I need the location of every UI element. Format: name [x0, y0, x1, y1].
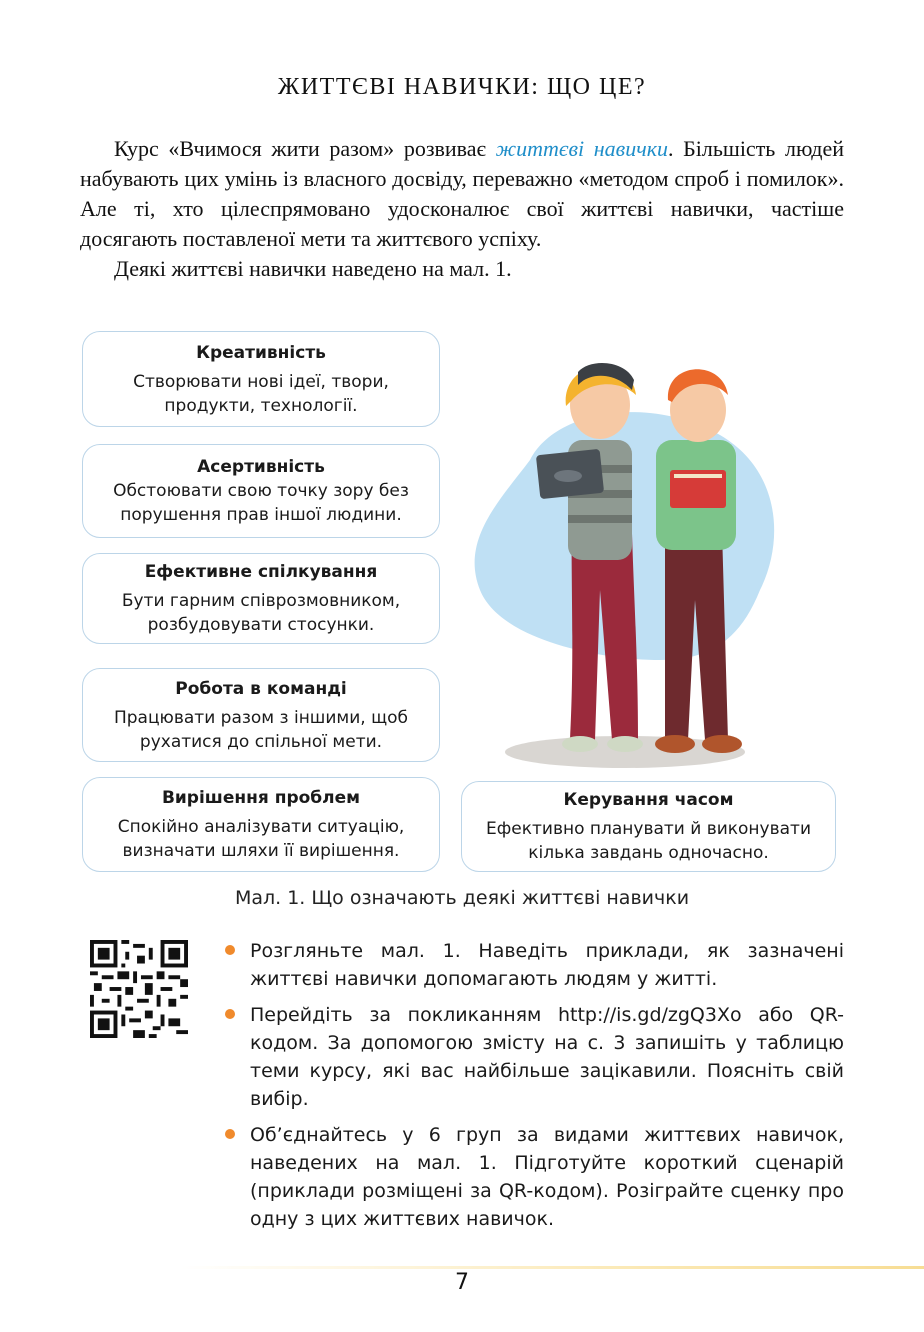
intro-paragraph-1 — [80, 134, 844, 254]
two-students-illustration — [460, 340, 790, 780]
skill-description: Спокійно аналізувати ситуацію, визначати шляхи її вирішення. — [117, 817, 405, 861]
bullet-icon — [225, 1009, 235, 1019]
skill-title: Ефективне спілкування — [144, 562, 378, 582]
task-text: Розгляньте мал. 1. Наведіть приклади, як зазначені життєві навички допомагають людям у житті. — [250, 940, 844, 990]
qr-code-icon[interactable] — [90, 940, 188, 1038]
intro-text-part: Курс «Вчимося жити разом» розвиває — [114, 136, 496, 161]
list-item — [250, 1121, 844, 1233]
skill-description: Обстоювати свою точку зору без порушення прав іншої людини. — [113, 481, 409, 525]
list-item — [250, 1001, 844, 1113]
task-list — [250, 937, 844, 1241]
skill-description: Працювати разом з іншими, щоб рухатися до спільної мети. — [113, 707, 408, 752]
skill-card-time-management — [461, 781, 836, 872]
intro-paragraph-2: Деякі життєві навички наведено на мал. 1. — [114, 256, 512, 281]
skill-card-creativity — [82, 331, 440, 427]
skill-title: Креативність — [196, 342, 326, 363]
skill-description: Ефективно планувати й виконувати кілька завдань одночасно. — [485, 819, 811, 863]
figure-caption: Мал. 1. Що означають деякі життєві навички — [234, 887, 690, 909]
intro-text-part: . Більшість людей набувають цих умінь із власного досвіду, переважно «методом спроб і помилок». Але ті, хто цілеспрямовано удосконалює свої життєві навички, частіше досягають поставленої мети та життєвого успіху. — [80, 136, 844, 251]
task-text: Об’єднайтесь у 6 груп за видами життєвих навичок, наведених на мал. 1. Підготуйте короткий сценарій (приклади розміщені за QR-кодом). Розіграйте сценку про одну з цих життєвих навичок. — [250, 1124, 844, 1230]
task-text: Перейдіть за покликанням http://is.gd/zgQ3Xo або QR-кодом. За допомогою змісту на с. 3 запишіть у таблицю теми курсу, які вас найбільше зацікавили. Поясніть свій вибір. — [250, 1004, 844, 1110]
skill-card-communication — [82, 553, 440, 644]
skill-description: Створювати нові ідеї, твори, продукти, технології. — [133, 371, 389, 416]
page-number: 7 — [455, 1270, 469, 1295]
skill-card-assertiveness — [82, 444, 440, 538]
skill-card-problem-solving — [82, 777, 440, 872]
footer-divider — [180, 1266, 924, 1269]
skill-description: Бути гарним співрозмовником, розбудовувати стосунки. — [121, 591, 401, 635]
page-title: ЖИТТЄВІ НАВИЧКИ: ЩО ЦЕ? — [277, 74, 647, 100]
skill-title: Робота в команді — [175, 678, 347, 699]
skill-title: Асертивність — [197, 457, 325, 477]
highlight-term: життєві навички — [495, 136, 668, 161]
bullet-icon — [225, 1129, 235, 1139]
intro-text — [80, 134, 844, 284]
skill-title: Керування часом — [563, 790, 734, 810]
bullet-icon — [225, 945, 235, 955]
skill-card-teamwork — [82, 668, 440, 762]
list-item — [250, 937, 844, 993]
skill-title: Вирішення проблем — [161, 788, 361, 808]
